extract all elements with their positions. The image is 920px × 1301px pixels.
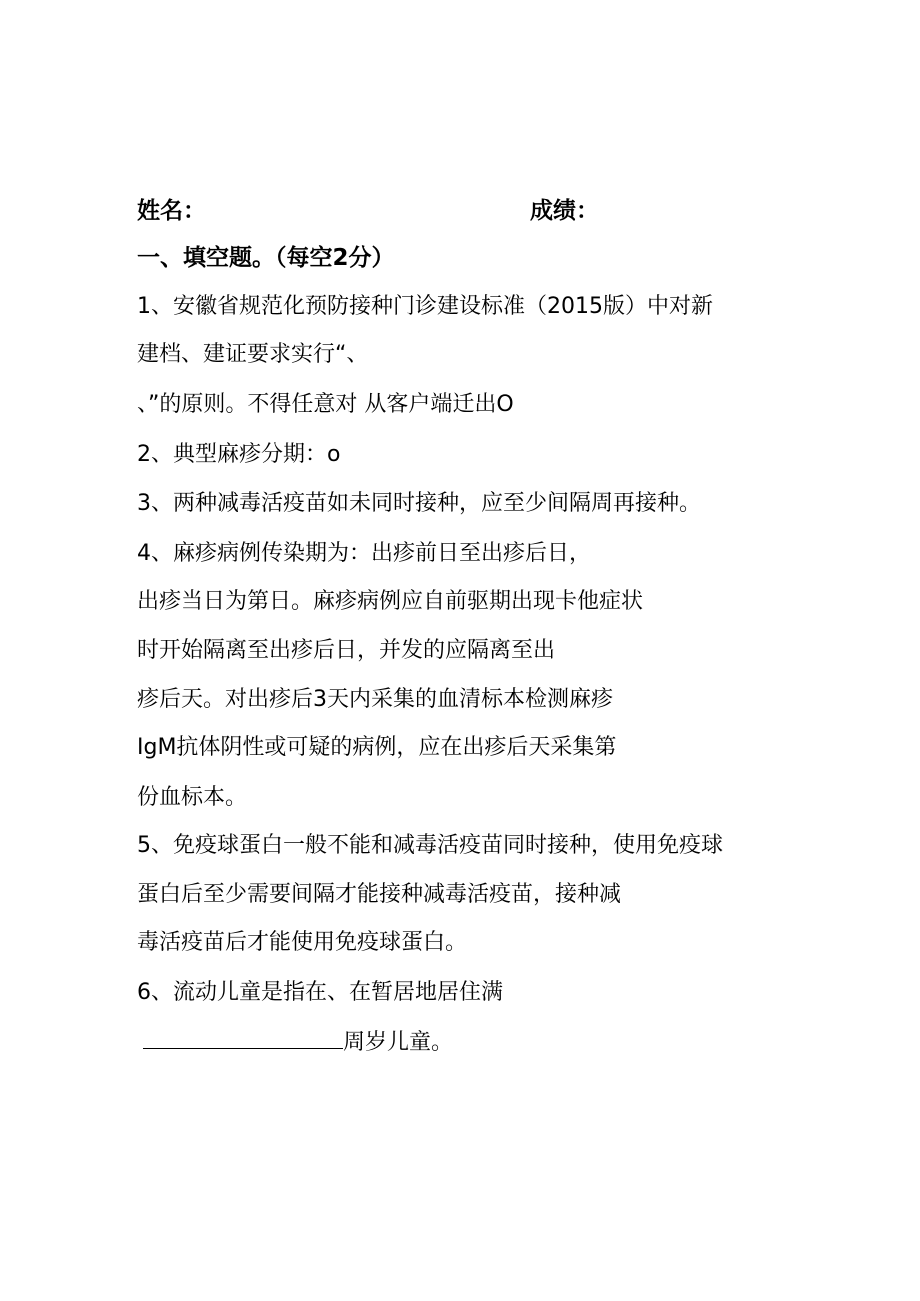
question-1-line-3: 、”的原则。不得任意对 从客户端迁出O [137, 392, 514, 417]
question-5-line-1: 5、免疫球蛋白一般不能和减毒活疫苗同时接种，使用免疫球 [137, 833, 723, 858]
question-5-line-3: 毒活疫苗后才能使用免疫球蛋白。 [137, 930, 468, 955]
question-4-line-3: 时开始隔离至出疹后日，并发的应隔离至出 [137, 638, 556, 663]
question-6-line-1: 6、流动儿童是指在、在暂居地居住满 [137, 980, 503, 1005]
section-title: 一、填空题。（每空2分） [137, 245, 395, 271]
answer-blank[interactable] [143, 1026, 343, 1049]
question-2: 2、典型麻疹分期：o [137, 442, 341, 467]
question-1-line-2: 建档、建证要求实行“、 [137, 342, 369, 367]
question-4-line-6: 份血标本。 [137, 785, 248, 810]
question-3: 3、两种减毒活疫苗如未同时接种，应至少间隔周再接种。 [137, 491, 701, 516]
question-4-line-5: IgM抗体阴性或可疑的病例，应在出疹后天采集第 [137, 735, 617, 760]
question-5-line-2: 蛋白后至少需要间隔才能接种减毒活疫苗，接种减 [137, 882, 622, 907]
question-1-line-1: 1、安徽省规范化预防接种门诊建设标准（2015版）中对新 [137, 294, 713, 319]
name-label: 姓名： [137, 198, 206, 224]
question-6-line-2 [137, 1026, 453, 1058]
question-6-line-2-text: 周岁儿童。 [343, 1030, 454, 1055]
score-label: 成绩： [530, 198, 599, 224]
question-4-line-4: 疹后天。对出疹后3天内采集的血清标本检测麻疹 [137, 687, 613, 712]
question-4-line-1: 4、麻疹病例传染期为：出疹前日至出疹后日， [137, 541, 591, 566]
question-4-line-2: 出疹当日为第日。麻疹病例应自前驱期出现卡他症状 [137, 589, 644, 614]
